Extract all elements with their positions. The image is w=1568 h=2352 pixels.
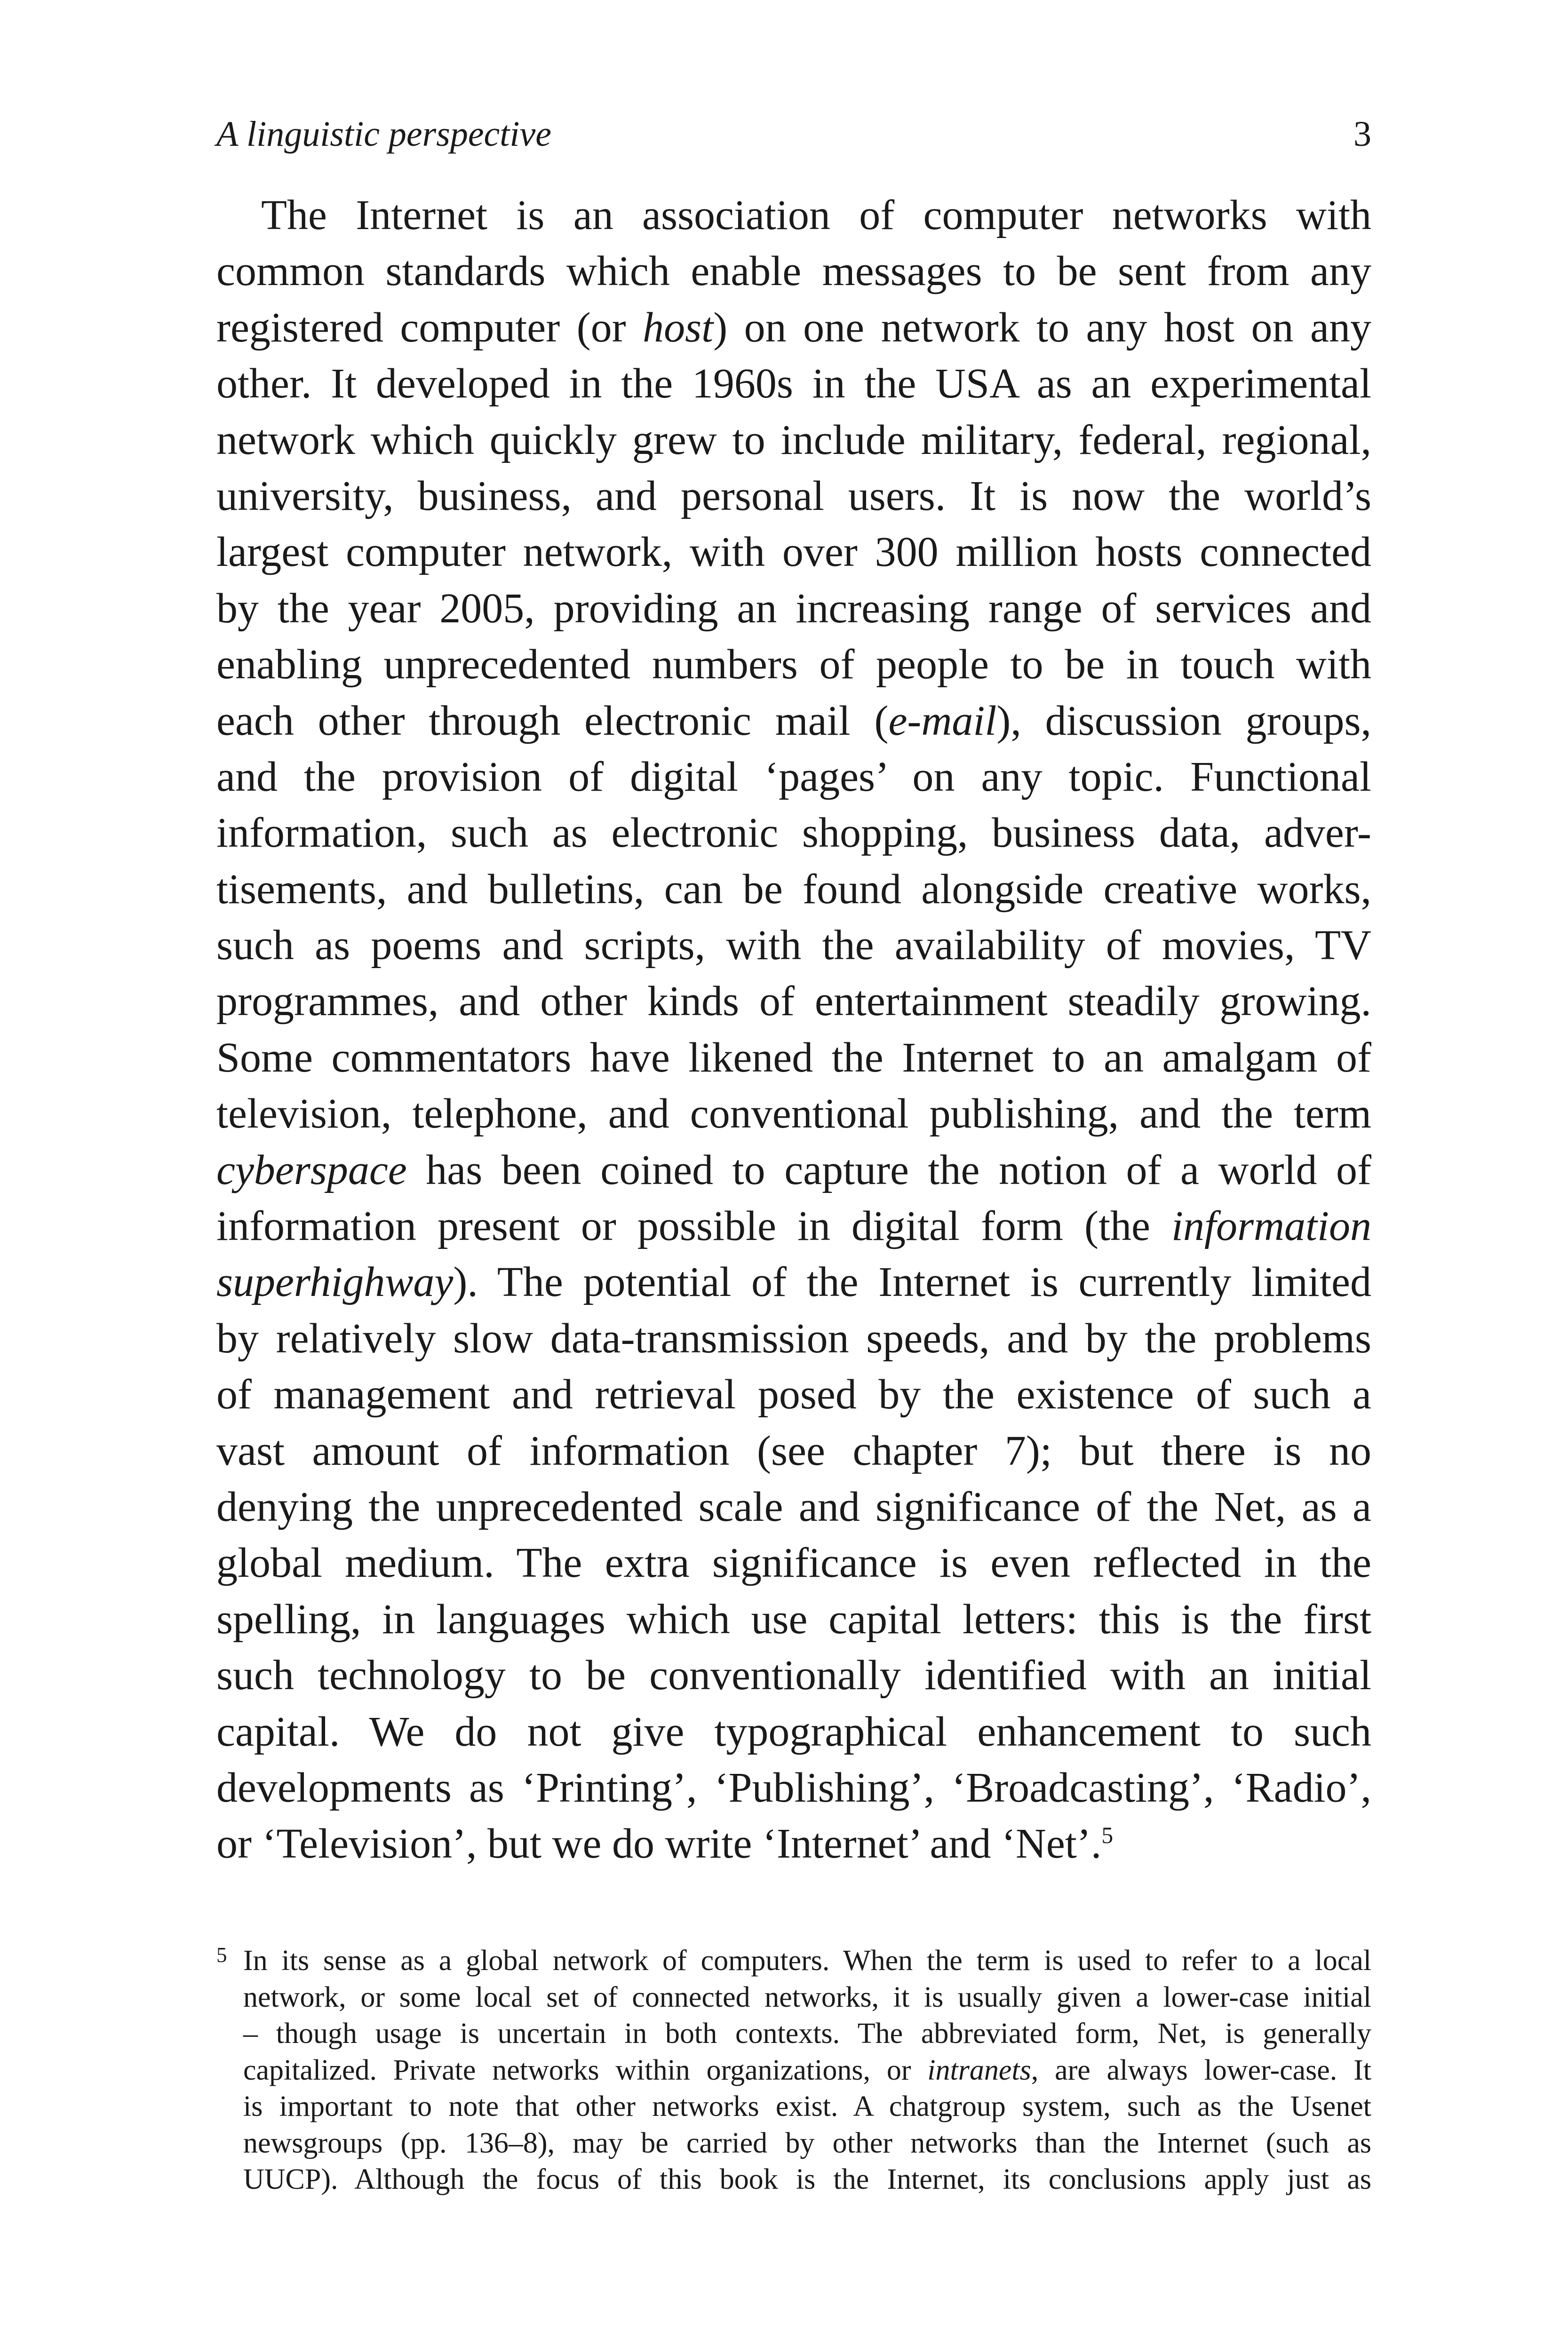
body-line: network which quickly grew to include military, federal, regional, xyxy=(216,416,1371,463)
body-line: denying the unprecedented scale and significance of the Net, as a xyxy=(216,1483,1371,1530)
body-line: common standards which enable messages to be sent from any xyxy=(216,248,1371,295)
body-line: such technology to be conventionally identified with an initial xyxy=(216,1652,1371,1699)
footnote-line: capitalized. Private networks within organizations, or intranets, are always lower-case. It xyxy=(243,2054,1371,2086)
body-line: by relatively slow data-transmission speeds, and by the problems xyxy=(216,1315,1371,1362)
body-line: developments as ‘Printing’, ‘Publishing’, ‘Broadcasting’, ‘Radio’, xyxy=(216,1764,1371,1811)
footnote-line: – though usage is uncertain in both contexts. The abbreviated form, Net, is generally xyxy=(243,2018,1371,2050)
body-line: superhighway). The potential of the Internet is currently limited xyxy=(216,1259,1371,1306)
body-line: of management and retrieval posed by the existence of such a xyxy=(216,1371,1371,1418)
body-line: each other through electronic mail (e-mail), discussion groups, xyxy=(216,697,1371,744)
footnote-line: UUCP). Although the focus of this book is the Internet, its conclusions apply just as xyxy=(243,2163,1371,2195)
footnote-body xyxy=(243,1943,1371,2198)
footnote-line: network, or some local set of connected networks, it is usually given a lower-case initial xyxy=(243,1981,1371,2013)
body-line: or ‘Television’, but we do write ‘Internet’ and ‘Net’.$^5$ xyxy=(216,1820,1114,1867)
page-number: 3 xyxy=(1353,114,1371,154)
body-line: cyberspace has been coined to capture the notion of a world of xyxy=(216,1146,1371,1193)
footnote-line: newsgroups (pp. 136–8), may be carried by other networks than the Internet (such as xyxy=(243,2127,1371,2159)
body-line: largest computer network, with over 300 million hosts connected xyxy=(216,529,1371,576)
body-line: capital. We do not give typographical enhancement to such xyxy=(216,1708,1371,1755)
body-line: enabling unprecedented numbers of people to be in touch with xyxy=(216,641,1371,688)
body-line: information present or possible in digital form (the information xyxy=(216,1203,1371,1250)
body-line: registered computer (or host) on one network to any host on any xyxy=(216,304,1371,351)
body-line: information, such as electronic shopping, business data, adver- xyxy=(216,810,1371,857)
body-line: other. It developed in the 1960s in the USA as an experimental xyxy=(216,360,1371,407)
body-line: Some commentators have likened the Internet to an amalgam of xyxy=(216,1034,1371,1081)
footnote-marker: 5 xyxy=(216,1943,227,1967)
body-line: vast amount of information (see chapter 7); but there is no xyxy=(216,1427,1371,1474)
body-line: programmes, and other kinds of entertainment steadily growing. xyxy=(216,978,1371,1025)
body-line: by the year 2005, providing an increasing range of services and xyxy=(216,585,1371,632)
footnote-line: is important to note that other networks exist. A chatgroup system, such as the Usenet xyxy=(243,2090,1371,2122)
body-line: spelling, in languages which use capital letters: this is the first xyxy=(216,1596,1371,1643)
footnote-line: In its sense as a global network of computers. When the term is used to refer to a local xyxy=(243,1945,1371,1977)
body-line: global medium. The extra significance is even reflected in the xyxy=(216,1540,1371,1587)
body-line: such as poems and scripts, with the availability of movies, TV xyxy=(216,922,1371,969)
footnote-reference[interactable]: 5 xyxy=(1101,1822,1114,1849)
body-line: university, business, and personal users. It is now the world’s xyxy=(216,472,1371,519)
body-line: television, telephone, and conventional publishing, and the term xyxy=(216,1090,1371,1137)
running-title: A linguistic perspective xyxy=(216,114,551,154)
body-paragraph xyxy=(216,187,1371,1872)
running-head xyxy=(216,111,1371,158)
body-line: tisements, and bulletins, can be found alongside creative works, xyxy=(216,866,1371,913)
body-line: The Internet is an association of computer networks with xyxy=(261,192,1371,238)
body-line: and the provision of digital ‘pages’ on any topic. Functional xyxy=(216,753,1371,800)
